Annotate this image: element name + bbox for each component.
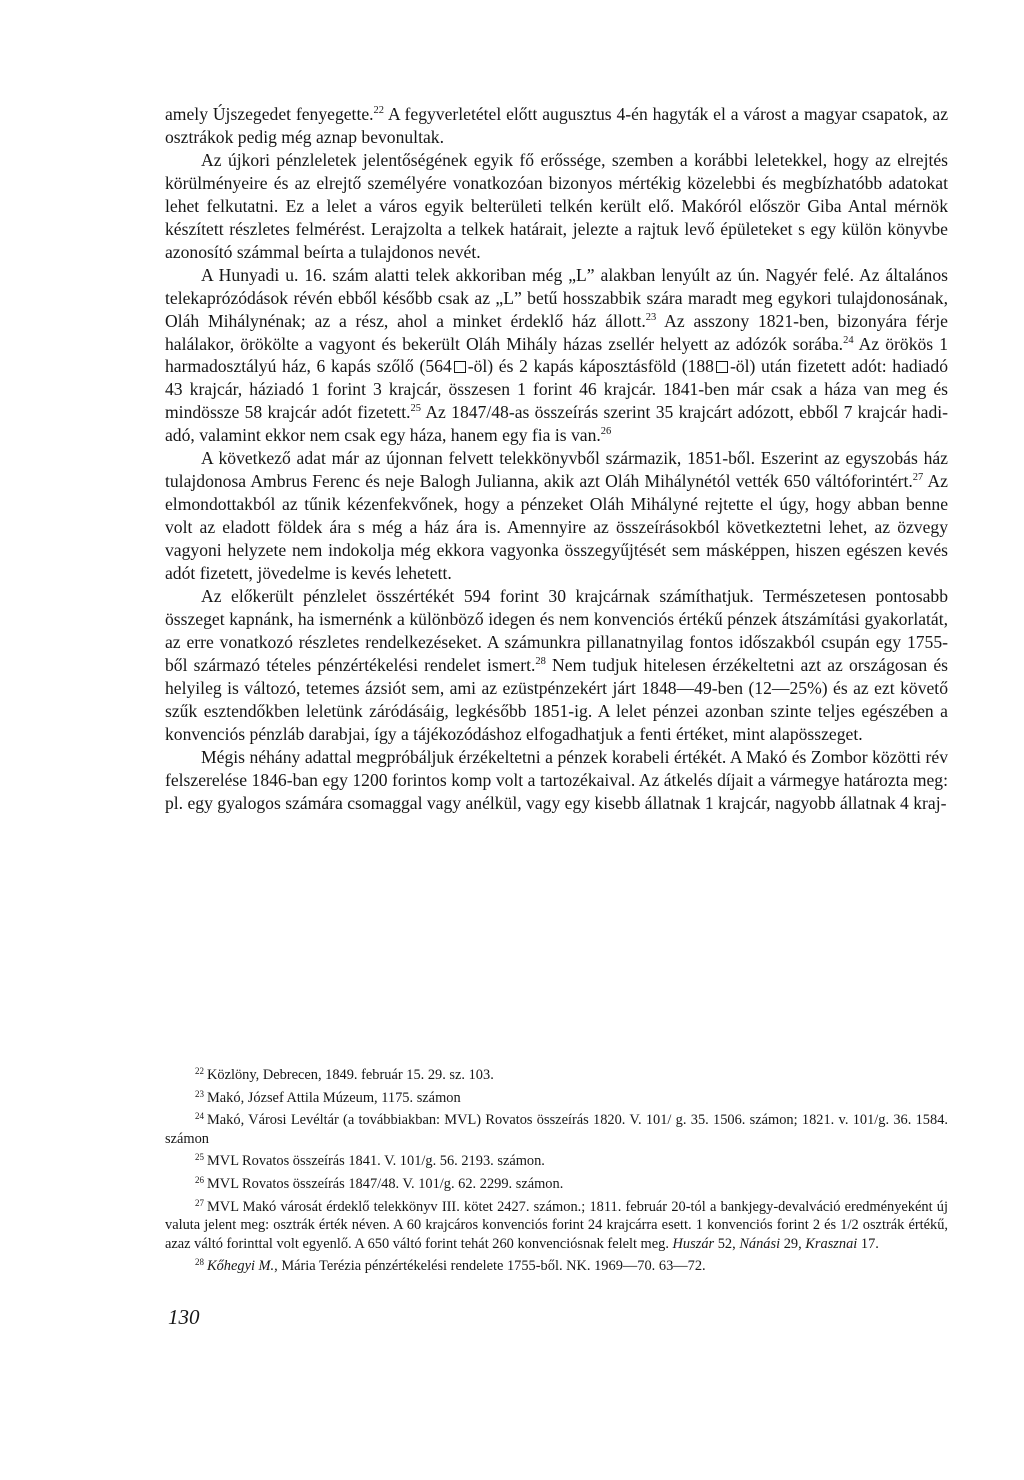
text-run: -öl) után fizetett adót: hadiadó 43 krajcár, háziadó 1 forint 3 krajcár, összesen 1 forint 46 krajcár. 1841-ben már csak a háza van meg és mindössze 58 krajcár adót fizetett.: [165, 356, 948, 423]
footnote-number: 26: [195, 1174, 204, 1185]
text-run: A Hunyadi u. 16. szám alatti telek akkoriban még „L” alakban lenyúlt az ún. Nagyér felé. Az általános telekaprózódások révén ebből később csak az „L” betű hosszabbik szára maradt meg egykori tulajdonosának, Oláh Mihálynénak; az a rész, ahol a minket érdeklő ház állott.: [165, 264, 948, 331]
text-run: Az elmondottakból az tűnik kézenfekvőnek, hogy a pénzeket Oláh Mihályné rejtette el úgy, hogy abban benne volt az eladott földek ára s még a ház ára is. Amennyire az összeírásokból következtetni lehet, az özvegy vagyoni helyzete nem indokolja még ekkora vagyonka összegyűjtését sem másképpen, hiszen egészen kevés adót fizetett, jövedelme is kevés lehetett.: [165, 471, 948, 584]
footnote-number: 24: [195, 1111, 204, 1122]
footnote-24: [165, 1107, 948, 1148]
footnote-text: MVL Rovatos összeírás 1841. V. 101/g. 56. 2193. számon.: [207, 1153, 545, 1170]
footnote-ref: 23: [645, 311, 657, 323]
text-run: Nem tudjuk hitelesen érzékeltetni azt az országosan és helyileg is változó, tetemes ázsiót sem, ami az ezüstpénzekért járt 1848—49-ben (12—25%) és az ezt követő szűk esztendőkben leletünk záródásáig, legkésőbb 1851-ig. A lelet pénzei azonban szinte teljes egészében a konvenciós pénzláb darabjai, így a tájékozódáshoz elfogadhatjuk a fenti értéket, mint alapösszeget.: [165, 654, 948, 744]
footnote-text: 29,: [780, 1235, 806, 1252]
footnote-text: Közlöny, Debrecen, 1849. február 15. 29. sz. 103.: [207, 1067, 494, 1083]
cited-author: Krasznai: [805, 1235, 858, 1252]
footnote-ref: 25: [410, 403, 421, 415]
paragraph-1: [165, 103, 948, 149]
cited-author: Nánási: [739, 1235, 781, 1252]
footnote-27: [165, 1194, 948, 1254]
footnote-26: [165, 1171, 948, 1194]
footnotes: [165, 1062, 948, 1276]
footnote-number: 22: [195, 1066, 204, 1076]
text-run: Az előkerült pénzlelet összértékét 594 forint 30 krajcárnak számíthatjuk. Természetesen pontosabb összeget kapnánk, ha ismernénk a különböző idegen és nem konvenciós értékű pénzek átszámítási gyakorlatát, az erre vonatkozó részletes rendelkezéseket. A számunkra pillanatnyilag fontos időszakból csupán egy 1755-ből származó tételes pénzértékelési rendelet ismert.: [165, 586, 948, 675]
cited-author: Kőhegyi M.: [207, 1258, 275, 1275]
paragraph-3: [165, 264, 948, 448]
paragraph-5: [165, 585, 948, 746]
square-unit-icon: [454, 361, 466, 373]
text-run: Az örökös 1 harmadosztályú ház, 6 kapás szőlő (564: [165, 333, 948, 377]
footnote-text: 17.: [857, 1235, 879, 1252]
footnote-25: [165, 1148, 948, 1171]
footnote-28: [165, 1253, 948, 1276]
text-run: Az 1847/48-as összeírás szerint 35 krajcárt adózott, ebből 7 krajcár hadiadó, valamint ekkor nem csak egy háza, hanem egy fia is van.: [165, 402, 948, 446]
footnote-text: , Mária Terézia pénzértékelési rendelete 1755-ből. NK. 1969—70. 63—72.: [274, 1258, 706, 1275]
footnote-number: 23: [195, 1088, 204, 1099]
footnote-ref: 24: [843, 334, 854, 346]
footnote-text: MVL Rovatos összeírás 1847/48. V. 101/g. 62. 2299. számon.: [207, 1175, 564, 1192]
square-unit-icon: [716, 361, 728, 373]
footnote-text: Makó, Városi Levéltár (a továbbiakban: MVL) Rovatos összeírás 1820. V. 101/ g. 35. 1506. számon; 1821. v. 101/g. 36. 1584. számon: [165, 1112, 948, 1147]
footnote-text: 52,: [714, 1235, 740, 1252]
paragraph-2: [165, 149, 948, 264]
footnote-number: 28: [195, 1257, 204, 1268]
footnote-ref: 22: [373, 105, 385, 116]
cited-author: Huszár: [672, 1235, 715, 1252]
text-run: A fegyverletétel előtt augusztus 4-én hagyták el a várost a magyar csapatok, az osztrákok pedig még aznap bevonultak.: [165, 104, 948, 147]
text-run: A következő adat már az újonnan felvett telekkönyvből származik, 1851-ből. Eszerint az egyszobás ház tulajdonosa Ambrus Ferenc és neje Balogh Julianna, akik azt Oláh Mihálynétól vették 650 váltóforintért.: [165, 448, 948, 492]
paragraph-4: [165, 447, 948, 585]
footnote-number: 25: [195, 1152, 204, 1163]
text-run: Az asszony 1821-ben, bizonyára férje halálakor, örökölte a vagyont és bekerült Oláh Mihály házas zsellér helyett az adózók sorába.: [165, 310, 948, 354]
text-run: Mégis néhány adattal megpróbáljuk érzékeltetni a pénzek korabeli értékét. A Makó és Zombor közötti rév felszerelése 1846-ban egy 1200 forintos komp volt a tartozékaival. Az átkelés díjait a vármegye határozta meg: pl. egy gyalogos számára csomaggal vagy anélkül, vagy egy kisebb állatnak 1 krajcár, nagyobb állatnak 4 kraj-: [165, 746, 948, 813]
paragraph-6: [165, 746, 948, 815]
main-text: [165, 103, 948, 815]
footnote-ref: 26: [600, 426, 612, 438]
footnote-number: 27: [195, 1197, 204, 1208]
text-run: amely Újszegedet fenyegette.: [165, 104, 374, 124]
page-number: 130: [168, 1305, 200, 1329]
footnote-22: [165, 1062, 948, 1085]
footnote-text: MVL Makó városát érdeklő telekkönyv III. kötet 2427. számon.; 1811. február 20-tól a bankjegy-devalváció eredményeként új valuta jelent meg: osztrák érték néven. A 60 krajcáros konvenciós forint 24 krajcárra esett. 1 konvenciós forint 2 és 1/2 osztrák értékű, azaz váltó forinttal volt egyenlő. A 650 váltó forint tehát 260 konvenciósnak felelt meg.: [165, 1198, 948, 1252]
footnote-ref: 27: [912, 472, 924, 484]
footnote-text: Makó, József Attila Múzeum, 1175. számon: [207, 1089, 461, 1106]
footnote-ref: 28: [535, 655, 546, 667]
footnote-23: [165, 1085, 948, 1108]
text-run: -öl) és 2 kapás káposztásföld (188: [467, 356, 714, 377]
text-run: Az újkori pénzleletek jelentőségének egyik fő erőssége, szemben a korábbi leletekkel, hogy az elrejtés körülményeire és az elrejtő személyére vonatkozóan bizonyos mértékig közelebbi és megbízhatóbb adatokat lehet felkutatni. Ez a lelet a város egyik belterületi telkén került elő. Makóról először Giba Antal mérnök készített részletes felmérést. Lerajzolta a telkek határait, jelezte a rajtuk levő épületeket s egy külön könyvbe azonosító számmal beírta a tulajdonos nevét.: [165, 149, 948, 262]
